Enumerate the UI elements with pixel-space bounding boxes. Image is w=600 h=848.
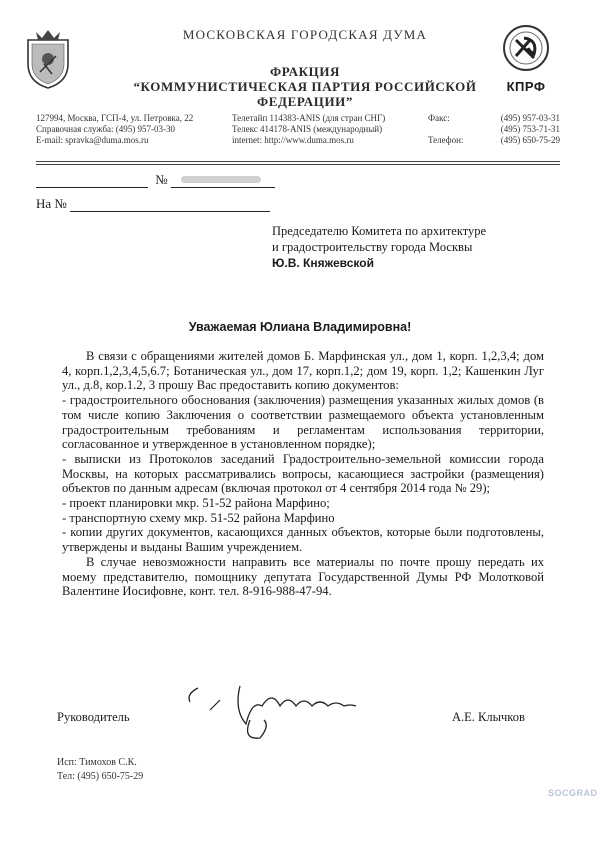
- executor-info: [57, 756, 143, 784]
- teletype-line: Телетайп 114383-ANIS (для стран СНГ): [232, 113, 386, 123]
- fax-number: (495) 957-03-31: [500, 113, 560, 123]
- header-divider-secondary: [36, 164, 560, 165]
- handwritten-signature: [180, 680, 380, 750]
- moscow-coat-of-arms-logo: [22, 26, 74, 95]
- paragraph: - проект планировки мкр. 51-52 района Марфино;: [62, 496, 330, 511]
- incoming-number-label: На №: [36, 196, 67, 211]
- executor-phone: Тел: (495) 650-75-29: [57, 771, 144, 782]
- addressee-block: [272, 223, 486, 271]
- telex-line: Телекс 414178-ANIS (международный): [232, 124, 383, 134]
- organization-name: МОСКОВСКАЯ ГОРОДСКАЯ ДУМА: [182, 27, 428, 42]
- faction-name: [120, 64, 490, 109]
- kprf-label: КПРФ: [506, 79, 546, 94]
- paragraph: - копии других документов, касающихся данных объектов, которые были подготовлены, утверждены и выданы Вашим учреждением.: [62, 525, 544, 555]
- help-phone-line: Справочная служба: (495) 957-03-30: [36, 124, 176, 134]
- phone-number: (495) 650-75-29: [500, 135, 560, 145]
- internet-line: internet: http://www.duma.mos.ru: [232, 135, 354, 145]
- paragraph: В случае невозможности направить все материалы по почте прошу передать их моему представителю, помощнику депутата Государственной Думы РФ Молотковой Валентине Иосифовне, конт. тел. 8-916-988-47-94.: [62, 554, 544, 599]
- header-divider: [36, 161, 560, 162]
- address-line: 127994, Москва, ГСП-4, ул. Петровка, 22: [36, 113, 194, 123]
- faction-line-1: ФРАКЦИЯ: [269, 64, 341, 79]
- fax2-number: (495) 753-71-31: [500, 124, 560, 134]
- signatory-name: А.Е. Клычков: [452, 710, 525, 724]
- letter-body: [62, 349, 544, 599]
- faction-line-3: ФЕДЕРАЦИИ”: [257, 94, 353, 109]
- executor-name: Исп: Тимохов С.К.: [57, 757, 137, 768]
- fax-label: Факс:: [428, 113, 450, 123]
- addressee-line-1: Председателю Комитета по архитектуре: [272, 224, 487, 238]
- contacts-column-address: [36, 113, 193, 146]
- number-sign: №: [155, 172, 168, 187]
- paragraph: - транспортную схему мкр. 51-52 района Марфино: [62, 510, 335, 525]
- email-line: E-mail: spravka@duma.mos.ru: [36, 135, 149, 145]
- greeting: Уважаемая Юлиана Владимировна!: [188, 320, 412, 334]
- contacts-column-phones: [428, 113, 560, 146]
- paragraph: - выписки из Протоколов заседаний Градостроительно-земельной комиссии города Москвы, на которых рассматривались вопросы, касающиеся застройки (размещения) объектов по данным адресам (включая протокол от 4 сентября 2014 года № 29);: [62, 451, 544, 496]
- faction-line-2: “КОММУНИСТИЧЕСКАЯ ПАРТИЯ РОССИЙСКОЙ: [133, 79, 477, 94]
- watermark-logo: SOCGRAD: [548, 788, 598, 798]
- incoming-number-blank: [70, 198, 270, 212]
- paragraph: - градостроительного обоснования (заключения) размещения указанных жилых домов (в том числе копию Заключения о соответствии размещаемого объекта установленным градостроительным требованиям и регламентам использования территории, согласованное и утвержденное в установленном порядке);: [62, 393, 544, 452]
- addressee-name: Ю.В. Княжевской: [272, 256, 374, 270]
- kprf-party-logo: [494, 22, 558, 94]
- paragraph: В связи с обращениями жителей домов Б. Марфинская ул., дом 1, корп. 1,2,3,4; дом 4, корп.1,2,3,4,5,6.7; Ботаническая ул., дом 17, корп.1,2; дом 19, корп. 1,2; Кашенкин Луг ул., д.8, кор.1.2, 3 прошу Вас предоставить копию документов:: [62, 349, 544, 393]
- number-blank: [171, 174, 275, 188]
- incoming-number-line: [36, 196, 270, 212]
- phone-label: Телефон:: [428, 135, 464, 145]
- outgoing-number-line: [36, 172, 275, 188]
- addressee-line-2: и градостроительству города Москвы: [272, 240, 473, 254]
- contacts-column-telex: [232, 113, 385, 146]
- faded-number-scribble: [181, 176, 261, 183]
- signature-title: Руководитель: [57, 710, 130, 724]
- date-blank: [36, 174, 148, 188]
